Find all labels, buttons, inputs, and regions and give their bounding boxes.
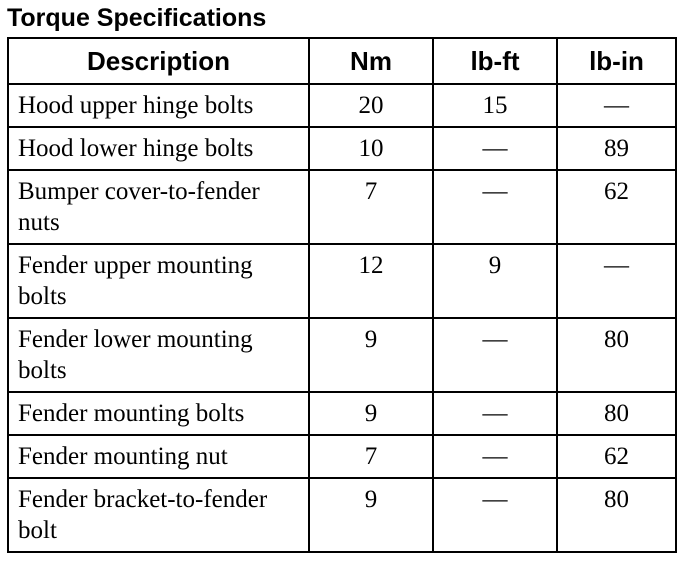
table-row bbox=[8, 170, 676, 244]
nm-cell: 10 bbox=[309, 127, 433, 170]
lb-ft-cell: — bbox=[433, 318, 557, 392]
torque-specifications-table bbox=[7, 37, 677, 553]
lb-in-cell: 62 bbox=[557, 170, 676, 244]
lb-ft-cell: 15 bbox=[433, 84, 557, 127]
description-cell: Bumper cover-to-fender nuts bbox=[8, 170, 309, 244]
lb-in-cell: — bbox=[557, 244, 676, 318]
table-row bbox=[8, 318, 676, 392]
column-header-lb-ft: lb-ft bbox=[433, 38, 557, 84]
table-row bbox=[8, 127, 676, 170]
nm-cell: 7 bbox=[309, 435, 433, 478]
nm-cell: 9 bbox=[309, 478, 433, 552]
header-row bbox=[8, 38, 676, 84]
lb-ft-cell: — bbox=[433, 170, 557, 244]
description-cell: Fender lower mounting bolts bbox=[8, 318, 309, 392]
description-cell: Hood upper hinge bolts bbox=[8, 84, 309, 127]
lb-in-cell: 80 bbox=[557, 478, 676, 552]
lb-in-cell: 80 bbox=[557, 392, 676, 435]
description-cell: Fender upper mounting bolts bbox=[8, 244, 309, 318]
nm-cell: 9 bbox=[309, 318, 433, 392]
description-cell: Fender bracket-to-fender bolt bbox=[8, 478, 309, 552]
lb-in-cell: — bbox=[557, 84, 676, 127]
column-header-lb-in: lb-in bbox=[557, 38, 676, 84]
table-row bbox=[8, 435, 676, 478]
lb-ft-cell: 9 bbox=[433, 244, 557, 318]
nm-cell: 7 bbox=[309, 170, 433, 244]
column-header-nm: Nm bbox=[309, 38, 433, 84]
table-row bbox=[8, 478, 676, 552]
page-title: Torque Specifications bbox=[7, 4, 267, 32]
table-row bbox=[8, 244, 676, 318]
lb-in-cell: 80 bbox=[557, 318, 676, 392]
lb-ft-cell: — bbox=[433, 478, 557, 552]
lb-ft-cell: — bbox=[433, 127, 557, 170]
column-header-description: Description bbox=[8, 38, 309, 84]
lb-in-cell: 62 bbox=[557, 435, 676, 478]
nm-cell: 12 bbox=[309, 244, 433, 318]
nm-cell: 9 bbox=[309, 392, 433, 435]
description-cell: Fender mounting bolts bbox=[8, 392, 309, 435]
table-row bbox=[8, 392, 676, 435]
lb-ft-cell: — bbox=[433, 435, 557, 478]
description-cell: Fender mounting nut bbox=[8, 435, 309, 478]
nm-cell: 20 bbox=[309, 84, 433, 127]
lb-in-cell: 89 bbox=[557, 127, 676, 170]
lb-ft-cell: — bbox=[433, 392, 557, 435]
table-row bbox=[8, 84, 676, 127]
description-cell: Hood lower hinge bolts bbox=[8, 127, 309, 170]
